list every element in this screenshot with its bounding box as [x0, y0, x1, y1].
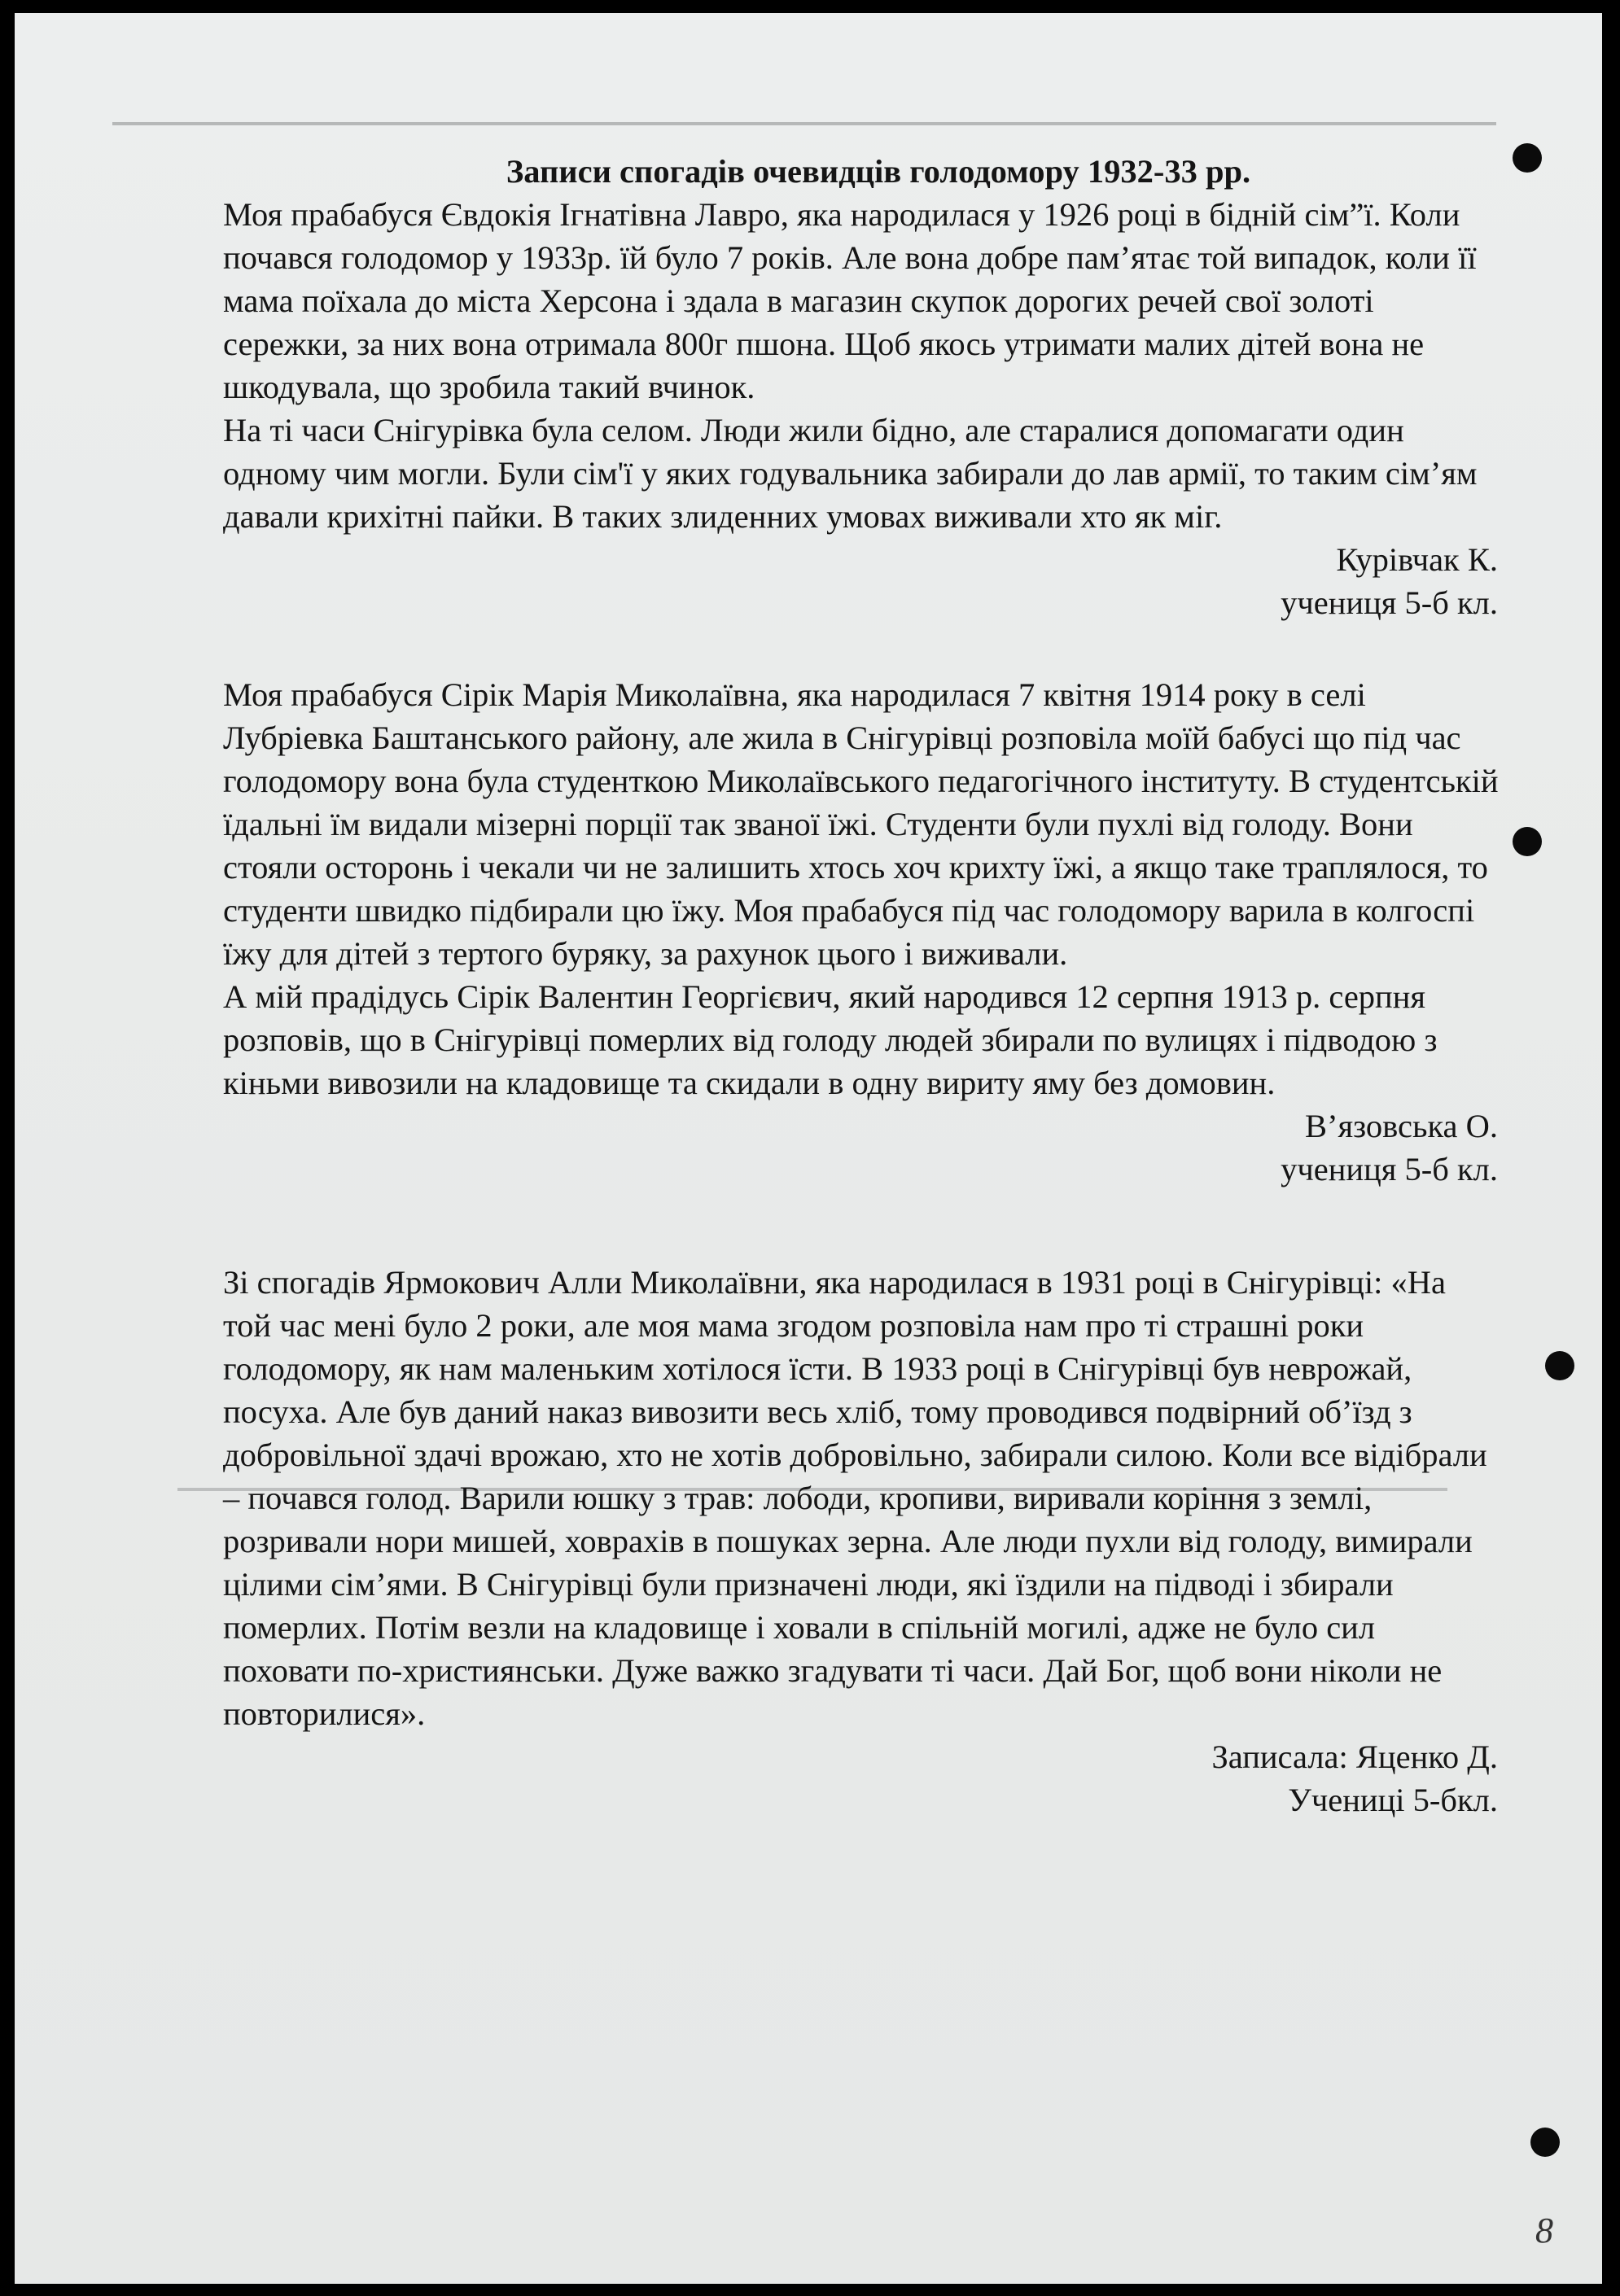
- punch-hole: [1530, 2128, 1560, 2157]
- signature-block: [223, 538, 1501, 624]
- testimony-section-1: [223, 193, 1501, 624]
- testimony-paragraph: Зі спогадів Ярмокович Алли Миколаївни, яка народилася в 1931 році в Снігурівці: «На той час мені було 2 роки, але моя мама згодом розповіла нам про ті страшні роки голодомору, як нам маленьким хотілося їсти. В 1933 році в Снігурівці був неврожай, посуха. Але був даний наказ вивозити весь хліб, тому проводився подвірний об’їзд з добровільної здачі врожаю, хто не хотів добровільно, забирали силою. Коли все відібрали – почався голод. Варили юшку з трав: лободи, кропиви, виривали коріння з землі, розривали нори мишей, ховрахів в пошуках зерна. Але люди пухли від голоду, вимирали цілими сім’ями. В Снігурівці були призначені люди, які їздили на підводі і збирали померлих. Потім везли на кладовище і ховали в спільній могилі, адже не було сил поховати по-християнськи. Дуже важко згадувати ті часи. Дай Бог, щоб вони ніколи не повторилися».: [223, 1264, 1487, 1732]
- signature-author: В’язовська О.: [1304, 1108, 1498, 1144]
- testimony-paragraph: Моя прабабуся Сірік Марія Миколаївна, яка народилася 7 квітня 1914 року в селі Лубріевка Баштанського району, але жила в Снігурівці розповіла моїй бабусі що під час голодомору вона була студенткою Миколаївського педагогічного інституту. В студентській їдальні їм видали мізерні порції так званої їжі. Студенти були пухлі від голоду. Вони стояли осторонь і чекали чи не залишить хтось хоч крихту їжі, а якщо таке траплялося, то студенти швидко підбирали цю їжу. Моя прабабуся під час голодомору варила в колгоспі їжу для дітей з тертого буряку, за рахунок цього і виживали.: [223, 676, 1499, 972]
- punch-hole: [1545, 1351, 1574, 1380]
- signature-block: [223, 1104, 1501, 1191]
- testimony-section-3: [223, 1261, 1501, 1821]
- testimony-paragraph: А мій прадідусь Сірік Валентин Георгієвич, який народився 12 серпня 1913 р. серпня розповів, що в Снігурівці померлих від голоду людей збирали по вулицях і підводою з кіньми вивозили на кладовище та скидали в одну вириту яму без домовин.: [223, 978, 1438, 1101]
- testimony-paragraph: Моя прабабуся Євдокія Ігнатівна Лавро, яка народилася у 1926 році в бідній сім”ї. Коли почався голодомор у 1933р. їй було 7 років. Але вона добре пам’ятає той випадок, коли її мама поїхала до міста Херсона і здала в магазин скупок дорогих речей свої золоті сережки, за них вона отримала 800г пшона. Щоб якось утримати малих дітей вона не шкодувала, що зробила такий вчинок.: [223, 196, 1477, 405]
- signature-author: Курівчак К.: [1336, 541, 1498, 578]
- page-number: 8: [1535, 2211, 1553, 2250]
- document-title: Записи спогадів очевидців голодомору 1932-33 рр.: [506, 153, 1251, 190]
- signature-author: Записала: Яценко Д.: [1211, 1738, 1498, 1775]
- testimony-section-2: [223, 673, 1501, 1191]
- testimony-paragraph: На ті часи Снігурівка була селом. Люди жили бідно, але старалися допомагати один одному чим могли. Були сім'ї у яких годувальника забирали до лав армії, то таким сім’ям давали крихітні пайки. В таких злиденних умовах виживали хто як міг.: [223, 412, 1478, 535]
- signature-class: учениця 5-б кл.: [1281, 584, 1498, 621]
- signature-block: [223, 1735, 1501, 1821]
- punch-hole: [1513, 827, 1542, 856]
- document-body: [223, 150, 1501, 1821]
- signature-class: учениця 5-б кл.: [1281, 1151, 1498, 1187]
- document-page: [15, 13, 1602, 2284]
- scan-artifact-line: [112, 122, 1496, 125]
- signature-class: Учениці 5-бкл.: [1288, 1782, 1498, 1818]
- punch-hole: [1513, 143, 1542, 173]
